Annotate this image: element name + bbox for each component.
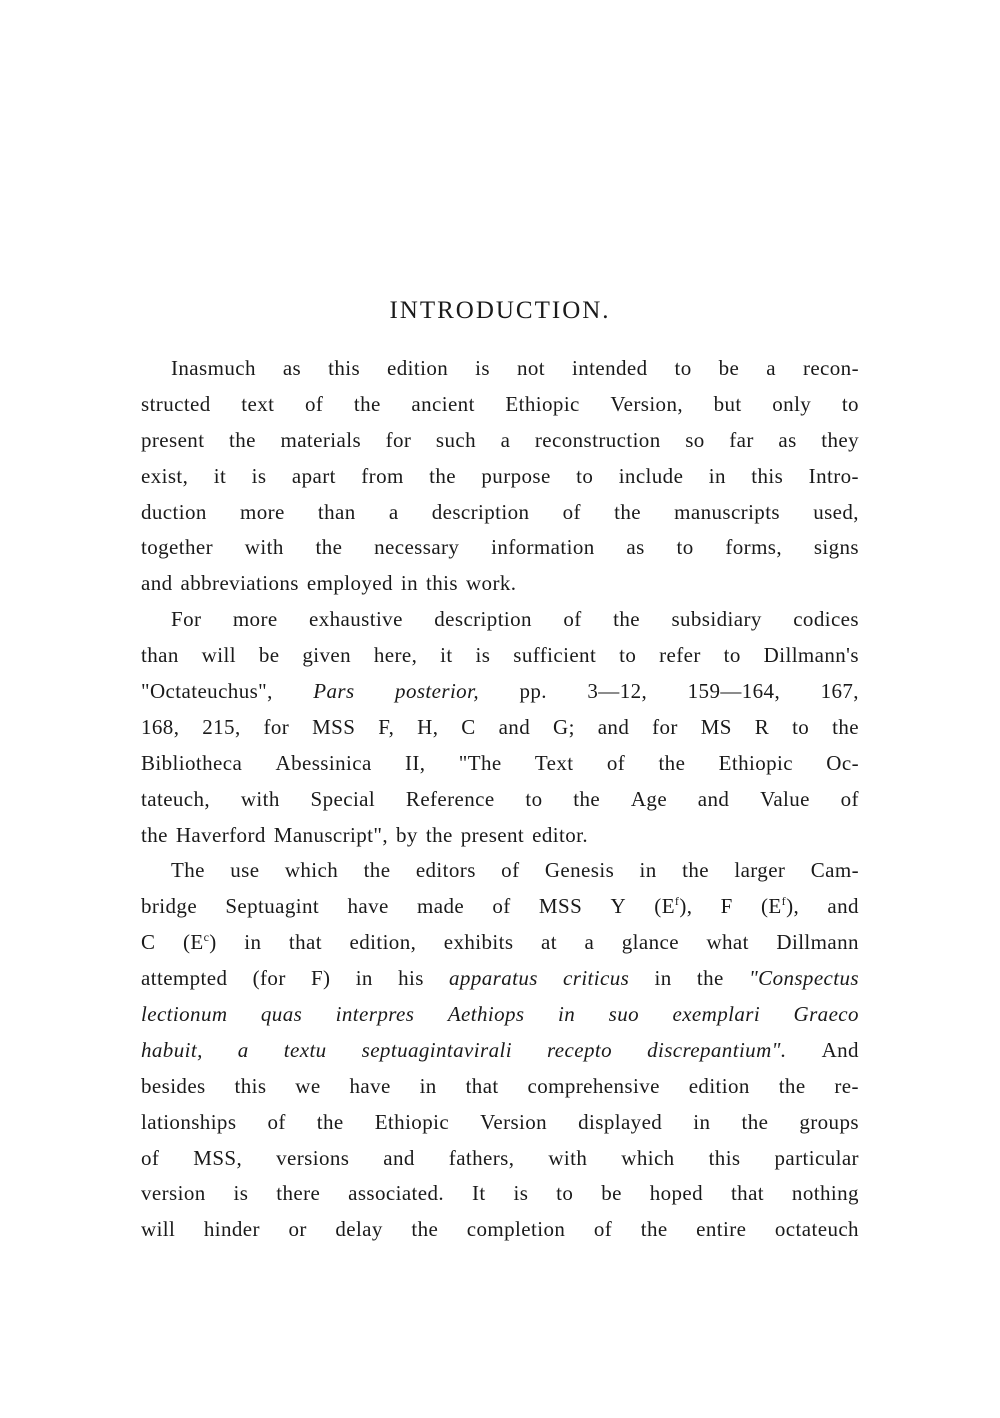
word: 159—164,	[687, 679, 781, 704]
word: present	[141, 427, 205, 452]
word: of	[562, 499, 581, 524]
word: text	[241, 391, 275, 416]
word: Bibliotheca	[141, 750, 243, 775]
text-line	[141, 889, 859, 925]
word: the	[411, 1217, 439, 1242]
word: Y	[610, 894, 627, 919]
word: but	[713, 391, 742, 416]
word: Version,	[610, 391, 683, 416]
word: textu	[283, 1037, 327, 1062]
word: used,	[813, 499, 859, 524]
word: this	[426, 571, 458, 596]
word: by	[396, 822, 418, 847]
word: Value	[760, 786, 810, 811]
word: the	[425, 822, 453, 847]
text-line	[141, 1033, 859, 1069]
word: recon-	[802, 356, 859, 380]
word: Oc-	[826, 750, 859, 775]
word: apparatus	[449, 966, 538, 991]
word: abbreviations	[180, 571, 299, 596]
word: employed	[306, 571, 393, 596]
word: habuit,	[141, 1037, 203, 1062]
word: the	[315, 535, 343, 560]
word: and	[697, 786, 730, 811]
word: to	[674, 356, 692, 380]
word: at	[541, 930, 557, 955]
word: apart	[291, 463, 336, 488]
paragraph-1	[141, 351, 859, 602]
word: the	[316, 1109, 344, 1134]
text-line	[141, 782, 859, 818]
word: the	[658, 750, 686, 775]
word: to	[841, 391, 859, 416]
word: in	[355, 966, 373, 991]
word: a	[500, 427, 511, 452]
word: tateuch,	[141, 786, 211, 811]
word: his	[398, 966, 424, 991]
word: displayed	[578, 1109, 663, 1134]
word: re-	[834, 1073, 859, 1098]
word: be	[718, 356, 740, 380]
word: the	[741, 1109, 769, 1134]
word: and	[383, 1145, 415, 1170]
word: the	[640, 1217, 668, 1242]
word: in	[419, 1073, 437, 1098]
word: Age	[630, 786, 668, 811]
word: Ethiopic	[374, 1109, 450, 1134]
word: and	[141, 571, 173, 596]
word: 3—12,	[587, 679, 648, 704]
text-line	[141, 1105, 859, 1141]
word: as	[282, 356, 302, 380]
word: that	[465, 1073, 499, 1098]
word: the	[613, 607, 640, 632]
word: of	[501, 858, 520, 883]
word: which	[284, 858, 339, 883]
word: Haverford	[175, 822, 266, 847]
word: as	[778, 427, 797, 452]
word: for	[652, 714, 678, 739]
word: bridge	[141, 894, 198, 919]
word: F	[720, 894, 733, 919]
word: Intro-	[808, 463, 859, 488]
word: have	[347, 894, 389, 919]
word: hoped	[649, 1181, 704, 1206]
word: for	[263, 714, 290, 739]
word: hinder	[203, 1217, 260, 1242]
text-line	[141, 530, 859, 566]
text-line	[141, 1176, 859, 1212]
word: and	[827, 894, 859, 919]
word: than	[141, 643, 179, 668]
word: in	[708, 463, 726, 488]
word: information	[491, 535, 595, 560]
word: this	[708, 1145, 741, 1170]
word: such	[435, 427, 476, 452]
word: sufficient	[513, 643, 597, 668]
word: "Conspectus	[748, 966, 859, 991]
word: that	[288, 930, 322, 955]
word: the	[614, 499, 641, 524]
word: to	[619, 643, 637, 668]
word: in	[654, 966, 672, 991]
word: this	[328, 356, 361, 380]
word: MSS	[312, 714, 356, 739]
word: with	[548, 1145, 588, 1170]
word: $(E^f)$,	[761, 894, 800, 919]
word: of	[606, 750, 626, 775]
word: of	[840, 786, 859, 811]
word: what	[706, 930, 749, 955]
word: besides	[141, 1073, 206, 1098]
text-line	[141, 459, 859, 495]
text-line	[141, 746, 859, 782]
word: pp.	[519, 679, 547, 704]
page-body	[141, 297, 859, 1248]
word: description	[431, 499, 530, 524]
word: Aethiops	[447, 1002, 525, 1027]
word: this	[751, 463, 784, 488]
word: C	[141, 930, 156, 955]
word: quas	[260, 1002, 303, 1027]
word: a	[584, 930, 595, 955]
word: in	[558, 1002, 576, 1027]
word: intended	[571, 356, 648, 380]
word: "Octateuchus",	[141, 679, 273, 704]
word: or	[288, 1217, 307, 1242]
word: it	[213, 463, 227, 488]
word: of	[267, 1109, 286, 1134]
word: exhibits	[443, 930, 514, 955]
word: It	[471, 1181, 486, 1206]
word: more	[239, 499, 285, 524]
word: the	[353, 391, 381, 416]
word: a	[237, 1037, 249, 1062]
word: the	[778, 1073, 806, 1098]
word: octateuch	[774, 1217, 859, 1242]
text-line	[141, 853, 859, 889]
word: Inasmuch	[171, 356, 256, 380]
word: attempted	[141, 966, 228, 991]
word: delay	[335, 1217, 383, 1242]
word: with	[244, 535, 284, 560]
word: glance	[621, 930, 679, 955]
word: far	[729, 427, 754, 452]
text-line	[141, 1212, 859, 1248]
text-line	[141, 351, 859, 387]
word: and	[597, 714, 630, 739]
word: have	[349, 1073, 391, 1098]
word: groups	[799, 1109, 859, 1134]
word: MSS,	[193, 1145, 243, 1170]
word: For	[171, 607, 202, 632]
word: H,	[417, 714, 439, 739]
word: interpres	[335, 1002, 415, 1027]
word: is	[251, 463, 267, 488]
word: versions	[276, 1145, 350, 1170]
word: MS	[700, 714, 732, 739]
word: the	[429, 463, 456, 488]
word: criticus	[563, 966, 630, 991]
word: of	[593, 1217, 613, 1242]
word: in	[693, 1109, 711, 1134]
text-line	[141, 387, 859, 423]
paragraph-3	[141, 853, 859, 1248]
word: given	[302, 643, 351, 668]
word: in	[400, 571, 419, 596]
word: septuagintavirali	[361, 1037, 512, 1062]
word: version	[141, 1181, 206, 1206]
word: and	[498, 714, 531, 739]
word: the	[573, 786, 601, 811]
word: a	[766, 356, 776, 380]
word: in	[639, 858, 657, 883]
word: we	[295, 1073, 321, 1098]
word: subsidiary	[671, 607, 762, 632]
word: a	[388, 499, 399, 524]
word: exhaustive	[309, 607, 403, 632]
word: "The	[458, 750, 502, 775]
text-line	[141, 495, 859, 531]
word: codices	[793, 607, 859, 632]
text-line	[141, 423, 859, 459]
text-line	[141, 925, 859, 961]
word: recepto	[547, 1037, 612, 1062]
word: the	[141, 822, 168, 847]
word: Ethiopic	[505, 391, 580, 416]
word: Text	[534, 750, 574, 775]
word: Dillmann's	[763, 643, 859, 668]
word: entire	[696, 1217, 747, 1242]
word: present	[460, 822, 525, 847]
word: this	[234, 1073, 267, 1098]
word: signs	[813, 535, 859, 560]
word: $(E^c)$	[182, 930, 217, 955]
word: edition	[387, 356, 449, 380]
word: Dillmann	[776, 930, 859, 955]
word: G;	[553, 714, 575, 739]
word: to	[576, 463, 594, 488]
word: is	[513, 1181, 529, 1206]
word: more	[232, 607, 278, 632]
word: particular	[774, 1145, 859, 1170]
word: Graeco	[793, 1002, 859, 1027]
word: not	[516, 356, 545, 380]
word: made	[416, 894, 465, 919]
word: lationships	[141, 1109, 237, 1134]
word: be	[258, 643, 280, 668]
word: the	[696, 966, 724, 991]
word: editor.	[532, 822, 589, 847]
word: is	[475, 356, 490, 380]
word: edition	[688, 1073, 750, 1098]
word: of	[141, 1145, 160, 1170]
word: the	[682, 858, 709, 883]
text-line	[141, 997, 859, 1033]
word: Version	[480, 1109, 548, 1134]
word: ancient	[411, 391, 475, 416]
text-line	[141, 818, 859, 854]
word: materials	[280, 427, 362, 452]
word: Reference	[405, 786, 495, 811]
word: use	[230, 858, 260, 883]
word: than	[317, 499, 356, 524]
word: of	[492, 894, 511, 919]
paragraph-2	[141, 602, 859, 853]
word: will	[141, 1217, 176, 1242]
word: Cam-	[810, 858, 859, 883]
word: for	[385, 427, 412, 452]
word: (for	[252, 966, 286, 991]
word: to	[676, 535, 694, 560]
word: necessary	[374, 535, 460, 560]
word: to	[556, 1181, 574, 1206]
word: Septuagint	[225, 894, 320, 919]
word: duction	[141, 499, 207, 524]
word: to	[525, 786, 543, 811]
word: that	[730, 1181, 765, 1206]
word: forms,	[725, 535, 783, 560]
text-line	[141, 961, 859, 997]
word: editors	[415, 858, 476, 883]
word: Special	[310, 786, 376, 811]
word: which	[621, 1145, 675, 1170]
word: so	[685, 427, 705, 452]
word: only	[772, 391, 812, 416]
word: the	[229, 427, 256, 452]
word: with	[240, 786, 280, 811]
word: structed	[141, 391, 211, 416]
text-line	[141, 710, 859, 746]
word: MSS	[538, 894, 583, 919]
word: the	[363, 858, 391, 883]
word: lectionum	[141, 1002, 228, 1027]
word: 215,	[202, 714, 241, 739]
word: is	[233, 1181, 249, 1206]
word: Abessinica	[275, 750, 372, 775]
word: comprehensive	[527, 1073, 660, 1098]
word: nothing	[791, 1181, 859, 1206]
word: manuscripts	[674, 499, 781, 524]
word: here,	[373, 643, 418, 668]
word: include	[618, 463, 684, 488]
word: it	[440, 643, 453, 668]
word: from	[361, 463, 404, 488]
word: is	[475, 643, 491, 668]
word: larger	[734, 858, 786, 883]
word: reconstruction	[534, 427, 661, 452]
word: edition,	[349, 930, 417, 955]
text-line	[141, 674, 859, 710]
word: of	[563, 607, 582, 632]
word: completion	[466, 1217, 566, 1242]
word: to	[792, 714, 810, 739]
word: the	[832, 714, 859, 739]
word: Ethiopic	[718, 750, 793, 775]
word: suo	[608, 1002, 639, 1027]
word: $(E^f)$,	[654, 894, 693, 919]
word: Genesis	[544, 858, 615, 883]
word: work.	[465, 571, 517, 596]
word: F,	[378, 714, 395, 739]
word: exist,	[141, 463, 189, 488]
text-line	[141, 638, 859, 674]
word: of	[305, 391, 324, 416]
text-line	[141, 566, 859, 602]
word: 168,	[141, 714, 180, 739]
word: will	[201, 643, 236, 668]
word: there	[276, 1181, 321, 1206]
word: as	[626, 535, 645, 560]
word: 167,	[820, 679, 859, 704]
word: The	[171, 858, 205, 883]
word: Manuscript",	[273, 822, 389, 847]
word: fathers,	[448, 1145, 515, 1170]
word: posterior,	[395, 679, 479, 704]
word: F)	[310, 966, 331, 991]
text-line	[141, 602, 859, 638]
word: R	[754, 714, 770, 739]
word: purpose	[481, 463, 551, 488]
word: Pars	[313, 679, 355, 704]
page-title: INTRODUCTION.	[389, 297, 611, 324]
word: together	[141, 535, 214, 560]
word: C	[461, 714, 476, 739]
text-line	[141, 1141, 859, 1177]
word: II,	[405, 750, 426, 775]
word: associated.	[348, 1181, 445, 1206]
word: in	[244, 930, 262, 955]
word: to	[723, 643, 741, 668]
word: discrepantium".	[647, 1037, 787, 1062]
word: description	[434, 607, 532, 632]
text-line	[141, 1069, 859, 1105]
word: refer	[659, 643, 701, 668]
word: be	[601, 1181, 622, 1206]
word: exemplari	[672, 1002, 761, 1027]
word: And	[821, 1037, 859, 1062]
word: they	[821, 427, 859, 452]
